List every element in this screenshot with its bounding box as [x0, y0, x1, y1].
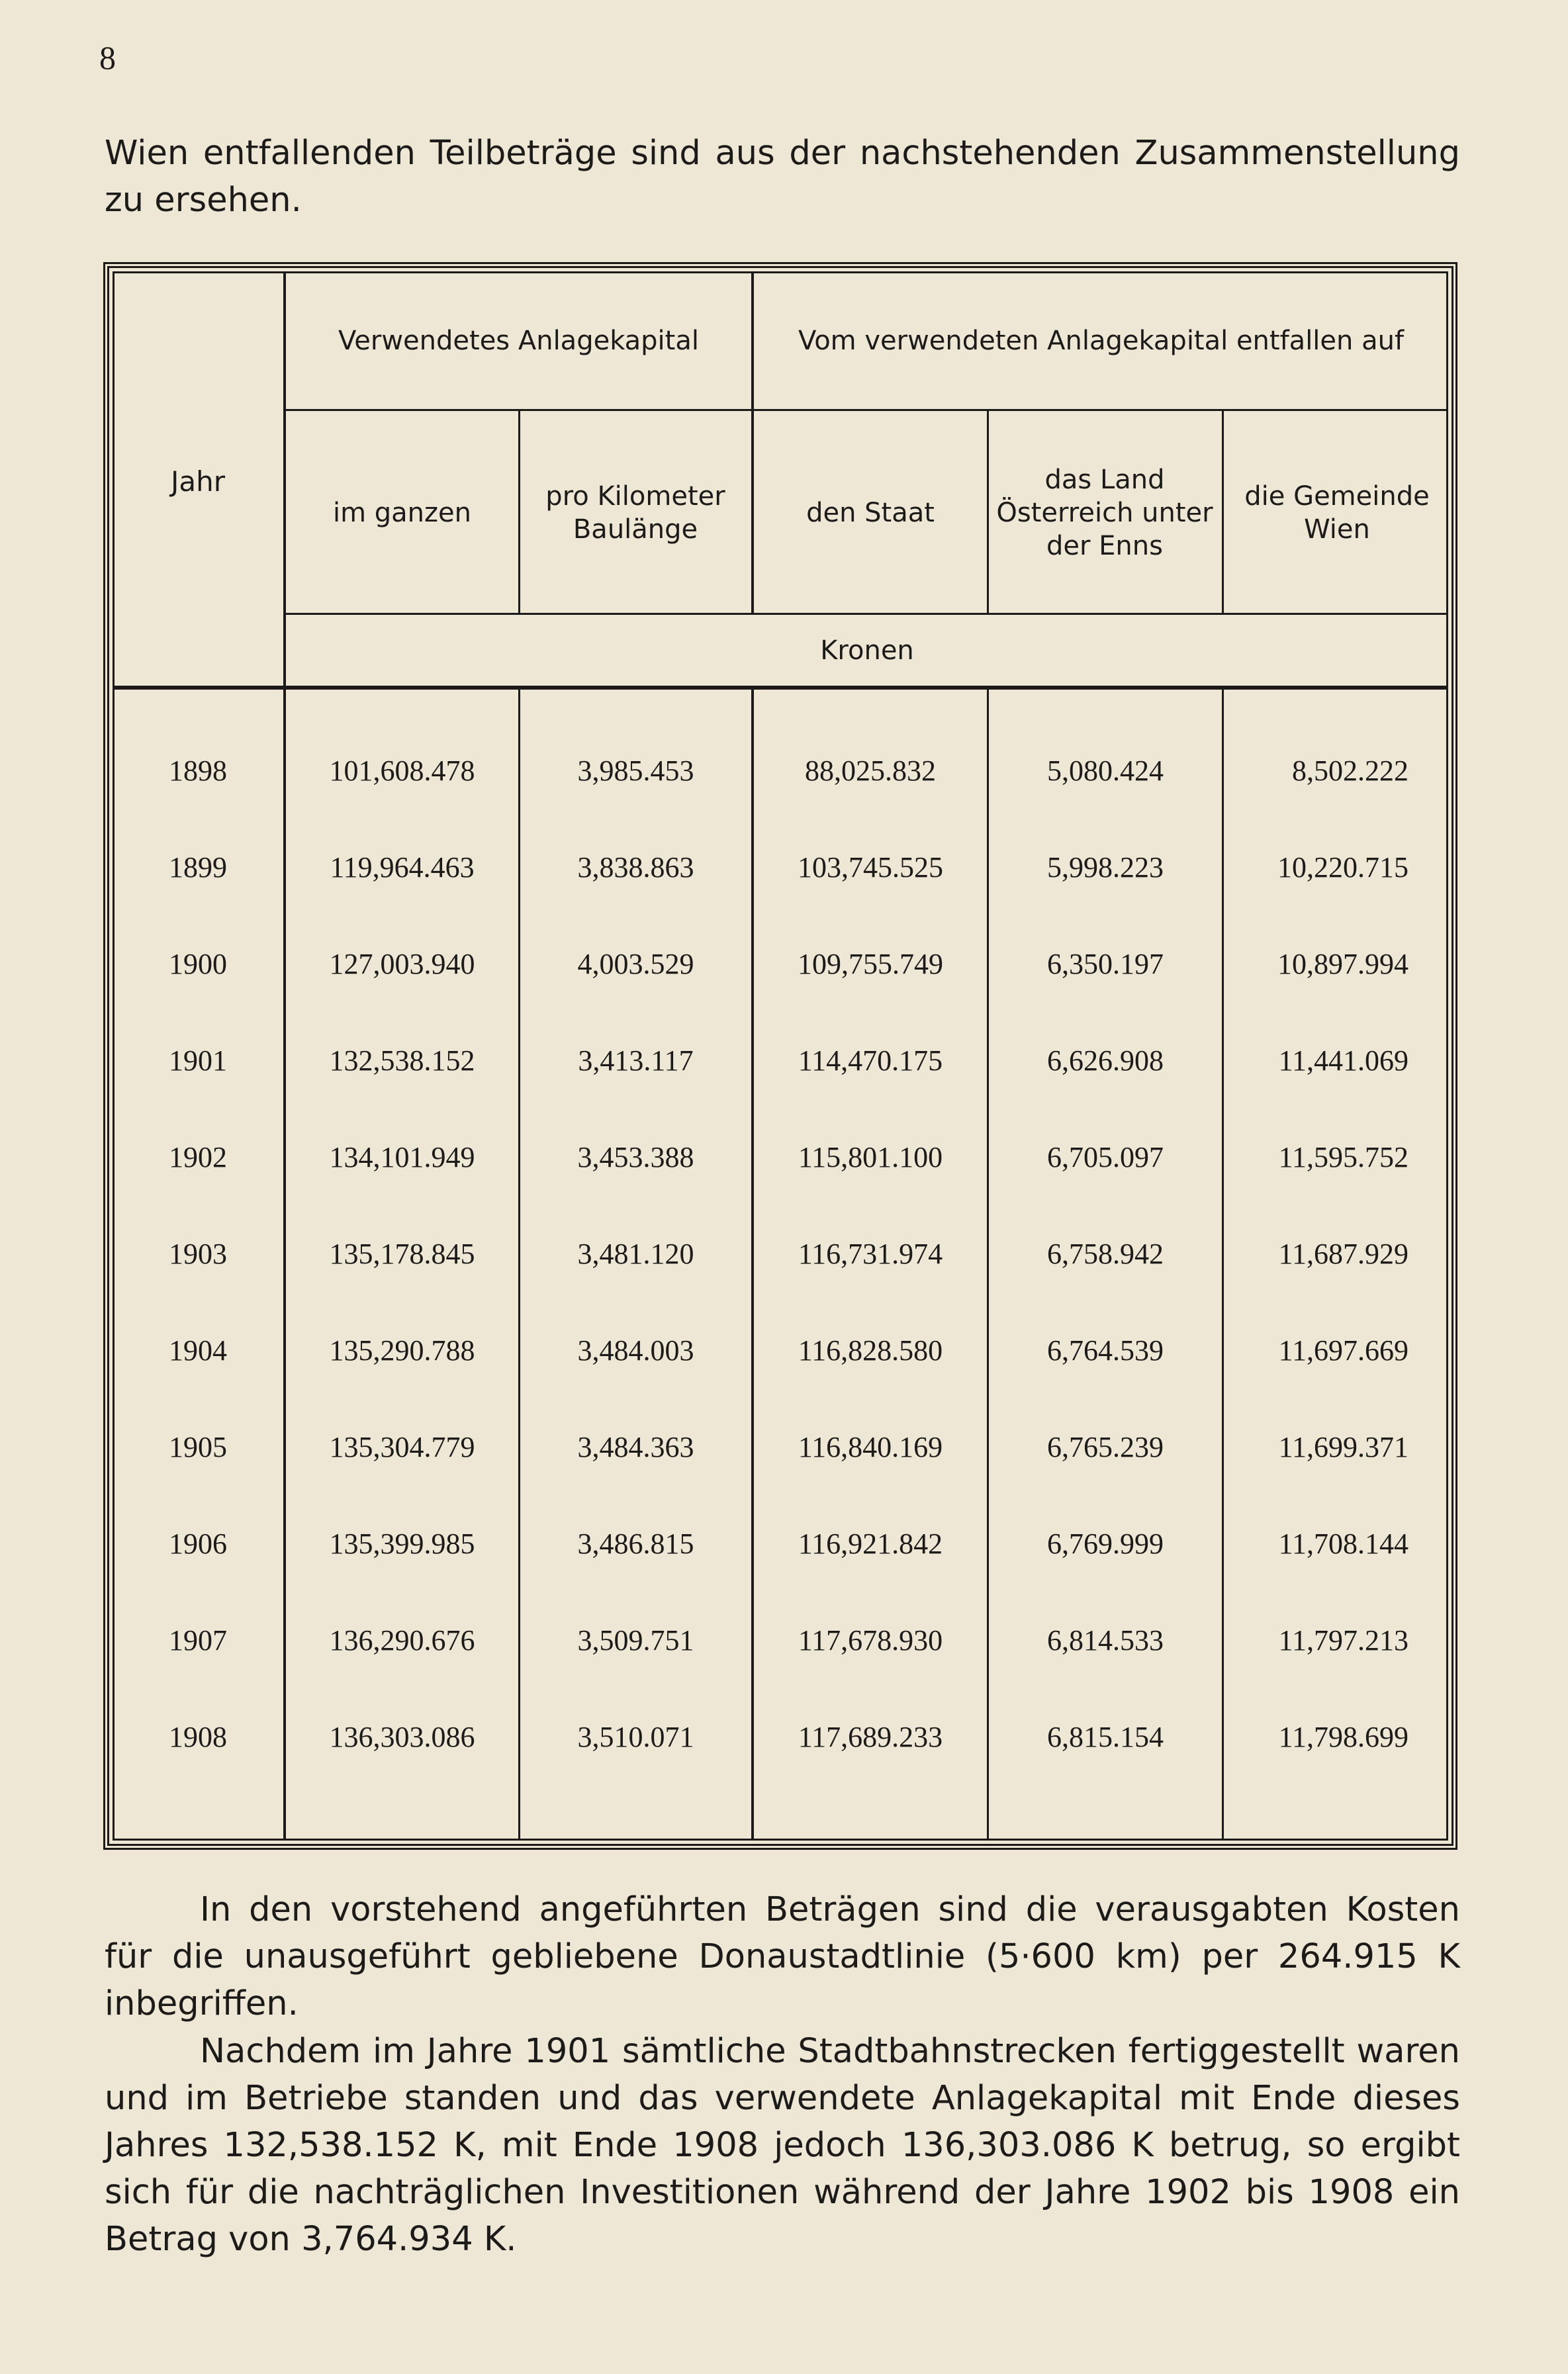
cell-state: 103,745.525 — [798, 850, 943, 884]
cell-city: 11,798.699 — [1278, 1720, 1408, 1753]
cell-total: 135,399.985 — [329, 1527, 475, 1560]
cell-per-km: 3,481.120 — [577, 1237, 694, 1270]
cell-land: 6,626.908 — [1047, 1044, 1164, 1077]
cell-year: 1906 — [169, 1527, 227, 1560]
cell-city: 11,797.213 — [1278, 1623, 1408, 1657]
table-row — [0, 1205, 1568, 1302]
cell-land: 6,765.239 — [1047, 1430, 1164, 1463]
table-row — [0, 1109, 1568, 1205]
cell-city: 11,441.069 — [1278, 1044, 1408, 1077]
cell-city: 11,595.752 — [1278, 1140, 1408, 1173]
paragraph-investitionen: Nachdem im Jahre 1901 sämtliche Stadtbahnstrecken fertiggestellt waren und im Betriebe standen und das verwendete Anlagekapital mit Ende dieses Jahres 132,538.152 K, mit Ende 1908 jedoch 136,303.086 K betrug, so ergibt sich für die nachträglichen Investitionen während der Jahre 1902 bis 1908 ein Betrag von 3,764.934 K. — [105, 2032, 1460, 2259]
cell-per-km: 3,510.071 — [577, 1720, 694, 1753]
cell-state: 117,678.930 — [798, 1623, 943, 1657]
cell-per-km: 3,453.388 — [577, 1140, 694, 1173]
header-group-capital: Verwendetes Anlagekapital — [338, 326, 699, 356]
rule-under-header — [113, 686, 1448, 690]
page-number: 8 — [99, 39, 116, 76]
rule-head-land — [987, 410, 989, 613]
cell-per-km: 3,985.453 — [577, 754, 694, 787]
header-total: im ganzen — [332, 498, 471, 528]
rule-head-per-km — [518, 410, 520, 613]
cell-total: 127,003.940 — [329, 947, 475, 980]
cell-total: 101,608.478 — [329, 754, 475, 787]
cell-total: 135,178.845 — [329, 1237, 475, 1270]
cell-per-km: 3,413.117 — [578, 1044, 694, 1077]
cell-state: 109,755.749 — [798, 947, 943, 980]
cell-per-km: 3,838.863 — [577, 850, 694, 884]
cell-land: 6,764.539 — [1047, 1334, 1164, 1367]
header-per-km: pro Kilometer Baulänge — [545, 481, 725, 545]
header-group-share: Vom verwendeten Anlagekapital entfallen auf — [798, 326, 1405, 356]
cell-land: 6,769.999 — [1047, 1527, 1164, 1560]
cell-year: 1901 — [169, 1044, 227, 1077]
cell-state: 116,840.169 — [798, 1430, 943, 1463]
cell-total: 135,304.779 — [329, 1430, 475, 1463]
cell-year: 1898 — [169, 754, 227, 787]
cell-land: 6,758.942 — [1047, 1237, 1164, 1270]
table-row — [0, 819, 1568, 915]
cell-city: 10,220.715 — [1277, 850, 1408, 884]
cell-city: 8,502.222 — [1292, 754, 1408, 787]
cell-land: 6,350.197 — [1047, 947, 1164, 980]
cell-per-km: 3,486.815 — [577, 1527, 694, 1560]
cell-state: 116,828.580 — [798, 1334, 943, 1367]
cell-total: 119,964.463 — [330, 850, 475, 884]
rule-head-city — [1222, 410, 1224, 613]
cell-total: 136,303.086 — [329, 1720, 475, 1753]
cell-year: 1904 — [169, 1334, 227, 1367]
cell-city: 10,897.994 — [1277, 947, 1408, 980]
cell-year: 1905 — [169, 1430, 227, 1463]
cell-per-km: 4,003.529 — [577, 947, 694, 980]
cell-state: 116,731.974 — [798, 1237, 943, 1270]
cell-year: 1903 — [169, 1237, 227, 1270]
cell-city: 11,699.371 — [1278, 1430, 1408, 1463]
table-row — [0, 1688, 1568, 1785]
table-row — [0, 1592, 1568, 1688]
table-row — [0, 722, 1568, 819]
table-row — [0, 1012, 1568, 1109]
cell-per-km: 3,484.003 — [577, 1334, 694, 1367]
cell-year: 1908 — [169, 1720, 227, 1753]
cell-land: 6,705.097 — [1047, 1140, 1164, 1173]
table-row — [0, 1302, 1568, 1398]
cell-land: 6,814.533 — [1047, 1623, 1164, 1657]
cell-city: 11,687.929 — [1278, 1237, 1408, 1270]
cell-total: 136,290.676 — [329, 1623, 475, 1657]
cell-year: 1902 — [169, 1140, 227, 1173]
cell-year: 1907 — [169, 1623, 227, 1657]
cell-total: 135,290.788 — [329, 1334, 475, 1367]
header-year: Jahr — [170, 465, 225, 498]
cell-total: 132,538.152 — [329, 1044, 475, 1077]
cell-year: 1899 — [169, 850, 227, 884]
cell-state: 88,025.832 — [805, 754, 936, 787]
intro-paragraph: Wien entfallenden Teilbeträge sind aus der nachstehenden Zusammenstellung zu ersehen. — [105, 134, 1460, 220]
cell-per-km: 3,484.363 — [577, 1430, 694, 1463]
cell-land: 5,998.223 — [1047, 850, 1164, 884]
rule-under-group-headers — [285, 409, 1448, 411]
cell-city: 11,708.144 — [1278, 1527, 1408, 1560]
header-city: die Gemeinde Wien — [1244, 481, 1430, 545]
cell-state: 116,921.842 — [798, 1527, 943, 1560]
cell-per-km: 3,509.751 — [577, 1623, 694, 1657]
header-unit: Kronen — [820, 635, 914, 666]
cell-state: 117,689.233 — [798, 1720, 943, 1753]
header-land: das Land Österreich unter der Enns — [996, 465, 1213, 561]
table-row — [0, 915, 1568, 1012]
header-state: den Staat — [806, 498, 935, 528]
table-row — [0, 1495, 1568, 1592]
cell-total: 134,101.949 — [329, 1140, 475, 1173]
cell-land: 6,815.154 — [1047, 1720, 1164, 1753]
cell-state: 114,470.175 — [798, 1044, 943, 1077]
cell-land: 5,080.424 — [1047, 754, 1164, 787]
cell-year: 1900 — [169, 947, 227, 980]
paragraph-donaustadtlinie: In den vorstehend angeführten Beträgen sind die verausgabten Kosten für die unausgeführt gebliebene Donaustadtlinie (5·600 km) per 264.915 K inbegriffen. — [105, 1890, 1460, 2023]
cell-city: 11,697.669 — [1278, 1334, 1408, 1367]
cell-state: 115,801.100 — [798, 1140, 943, 1173]
table-row — [0, 1398, 1568, 1495]
